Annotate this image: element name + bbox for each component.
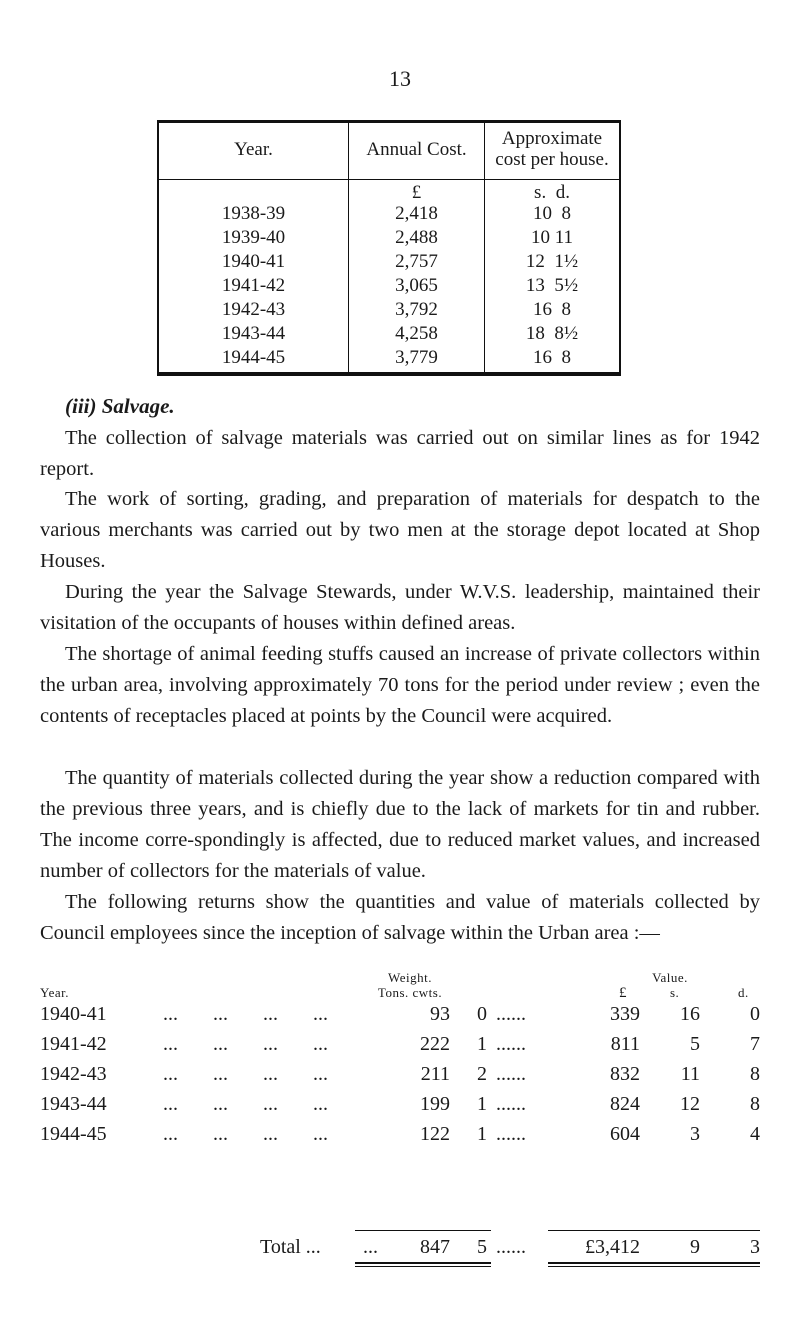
salvage-leader-dots: ... ... ... ...: [163, 1123, 328, 1145]
salvage-row: [40, 1033, 760, 1061]
salvage-pence: 8: [750, 1063, 760, 1085]
salvage-pence: 4: [750, 1123, 760, 1145]
cost-annual: 3,065: [395, 275, 438, 296]
salvage-year: 1943-44: [40, 1093, 107, 1115]
salvage-year: 1940-41: [40, 1003, 107, 1025]
salvage-row: [40, 1123, 760, 1151]
salvage-tons: 93: [430, 1003, 450, 1025]
total-pence: 3: [750, 1236, 760, 1258]
cost-year: 1939-40: [221, 227, 286, 248]
tons-total-rule-top: [355, 1230, 491, 1231]
salvage-shillings: 5: [690, 1033, 700, 1055]
salvage-separator: ......: [496, 1123, 526, 1145]
salvage-pounds: 832: [610, 1063, 640, 1085]
salvage-year: 1942-43: [40, 1063, 107, 1085]
salvage-year: 1941-42: [40, 1033, 107, 1055]
salvage-separator: ......: [496, 1003, 526, 1025]
salvage-cwts: 1: [477, 1033, 487, 1055]
header-cost-per-house: [485, 128, 619, 170]
value-total-rule-bottom-2: [548, 1266, 760, 1267]
salvage-pence: 8: [750, 1093, 760, 1115]
cost-per-house: 16 8: [533, 347, 571, 368]
salvage-row: [40, 1003, 760, 1031]
header-cost-per-house-line2: cost per house.: [495, 149, 609, 170]
total-separator: ......: [496, 1236, 526, 1258]
salvage-year: 1944-45: [40, 1123, 107, 1145]
unit-shillings-pence: s. d.: [534, 182, 570, 203]
salvage-total-row: [40, 1236, 760, 1264]
header-year: Year.: [234, 139, 273, 160]
salvage-header-pence: d.: [738, 985, 749, 1000]
paragraph-5: The quantity of materials collected during the year show a reduction compared with the previous three years, and is chiefly due to the lack of markets for tin and rubber. The income corre-spondingly is affected, due to reduced market values, and increased number of collectors for the materials of value.: [40, 767, 760, 882]
cost-per-house: 13 5½: [525, 275, 579, 296]
total-label: Total ...: [260, 1236, 321, 1258]
salvage-tons: 199: [420, 1093, 450, 1115]
salvage-tons: 222: [420, 1033, 450, 1055]
cost-year: 1941-42: [221, 275, 286, 296]
salvage-row: [40, 1063, 760, 1091]
salvage-header-year: Year.: [40, 985, 69, 1000]
cost-annual: 3,792: [395, 299, 438, 320]
cost-per-house: 10 8: [533, 203, 571, 224]
salvage-shillings: 3: [690, 1123, 700, 1145]
salvage-cwts: 1: [477, 1123, 487, 1145]
salvage-header-value: Value.: [652, 970, 688, 985]
total-tons: 847: [420, 1236, 450, 1258]
cost-year: 1938-39: [221, 203, 286, 224]
cost-annual: 3,779: [395, 347, 438, 368]
value-total-rule-top: [548, 1230, 760, 1231]
cost-annual: 2,418: [395, 203, 438, 224]
paragraph-1: The collection of salvage materials was carried out on similar lines as for 1942 report.: [40, 427, 760, 480]
cost-per-house: 16 8: [533, 299, 571, 320]
header-annual-cost: Annual Cost.: [366, 139, 467, 160]
salvage-pounds: 811: [610, 1033, 640, 1055]
salvage-tons: 122: [420, 1123, 450, 1145]
paragraph-6: The following returns show the quantities and value of materials collected by Council employees since the inception of salvage within the Urban area :—: [40, 891, 760, 944]
salvage-cwts: 2: [477, 1063, 487, 1085]
page-number: 13: [389, 66, 411, 91]
total-shillings: 9: [690, 1236, 700, 1258]
cost-per-house: 10 11: [530, 227, 574, 248]
salvage-tons: 211: [420, 1063, 450, 1085]
cost-annual: 2,757: [395, 251, 438, 272]
salvage-leader-dots: ... ... ... ...: [163, 1063, 328, 1085]
tons-total-rule-bottom-2: [355, 1266, 491, 1267]
cost-year: 1942-43: [221, 299, 286, 320]
salvage-pounds: 604: [610, 1123, 640, 1145]
salvage-shillings: 12: [680, 1093, 700, 1115]
section-heading: [65, 394, 175, 419]
cost-annual: 2,488: [395, 227, 438, 248]
salvage-pounds: 824: [610, 1093, 640, 1115]
cost-per-house: 18 8½: [525, 323, 579, 344]
salvage-leader-dots: ... ... ... ...: [163, 1003, 328, 1025]
section-title: Salvage.: [101, 394, 175, 418]
total-dots: ...: [363, 1236, 378, 1258]
salvage-pence: 0: [750, 1003, 760, 1025]
salvage-row: [40, 1093, 760, 1121]
salvage-leader-dots: ... ... ... ...: [163, 1093, 328, 1115]
cost-year: 1944-45: [221, 347, 286, 368]
total-cwts: 5: [477, 1236, 487, 1258]
paragraph-4: The shortage of animal feeding stuffs caused an increase of private collectors within the urban area, involving approximately 70 tons for the period under review ; even the contents of receptacles placed at points by the Council were acquired.: [40, 643, 760, 727]
section-number: (iii): [65, 394, 97, 418]
salvage-pounds: 339: [610, 1003, 640, 1025]
salvage-header-pounds: £: [619, 985, 627, 1001]
salvage-cwts: 0: [477, 1003, 487, 1025]
header-cost-per-house-line1: Approximate: [501, 128, 603, 149]
salvage-shillings: 16: [680, 1003, 700, 1025]
total-pounds: £3,412: [585, 1236, 640, 1258]
annual-cost-table: [157, 120, 621, 376]
unit-pound: £: [411, 182, 422, 203]
salvage-shillings: 11: [680, 1063, 700, 1085]
salvage-leader-dots: ... ... ... ...: [163, 1033, 328, 1055]
salvage-pence: 7: [750, 1033, 760, 1055]
salvage-header-tons-cwts: Tons. cwts.: [377, 985, 443, 1000]
paragraph-2: The work of sorting, grading, and preparation of materials for despatch to the various merchants was carried out by two men at the storage depot located at Shop Houses.: [40, 488, 760, 572]
value-total-rule-bottom-1: [548, 1262, 760, 1264]
salvage-separator: ......: [496, 1033, 526, 1055]
cost-per-house: 12 1½: [525, 251, 579, 272]
salvage-header-shillings: s.: [670, 985, 680, 1000]
cost-annual: 4,258: [395, 323, 438, 344]
salvage-header-weight: Weight.: [388, 970, 432, 985]
cost-year: 1943-44: [221, 323, 286, 344]
salvage-separator: ......: [496, 1093, 526, 1115]
salvage-cwts: 1: [477, 1093, 487, 1115]
paragraph-3: During the year the Salvage Stewards, under W.V.S. leadership, maintained their visitation of the occupants of houses within defined areas.: [40, 581, 760, 634]
cost-year: 1940-41: [221, 251, 286, 272]
tons-total-rule-bottom-1: [355, 1262, 491, 1264]
header-divider: [159, 179, 619, 180]
salvage-separator: ......: [496, 1063, 526, 1085]
